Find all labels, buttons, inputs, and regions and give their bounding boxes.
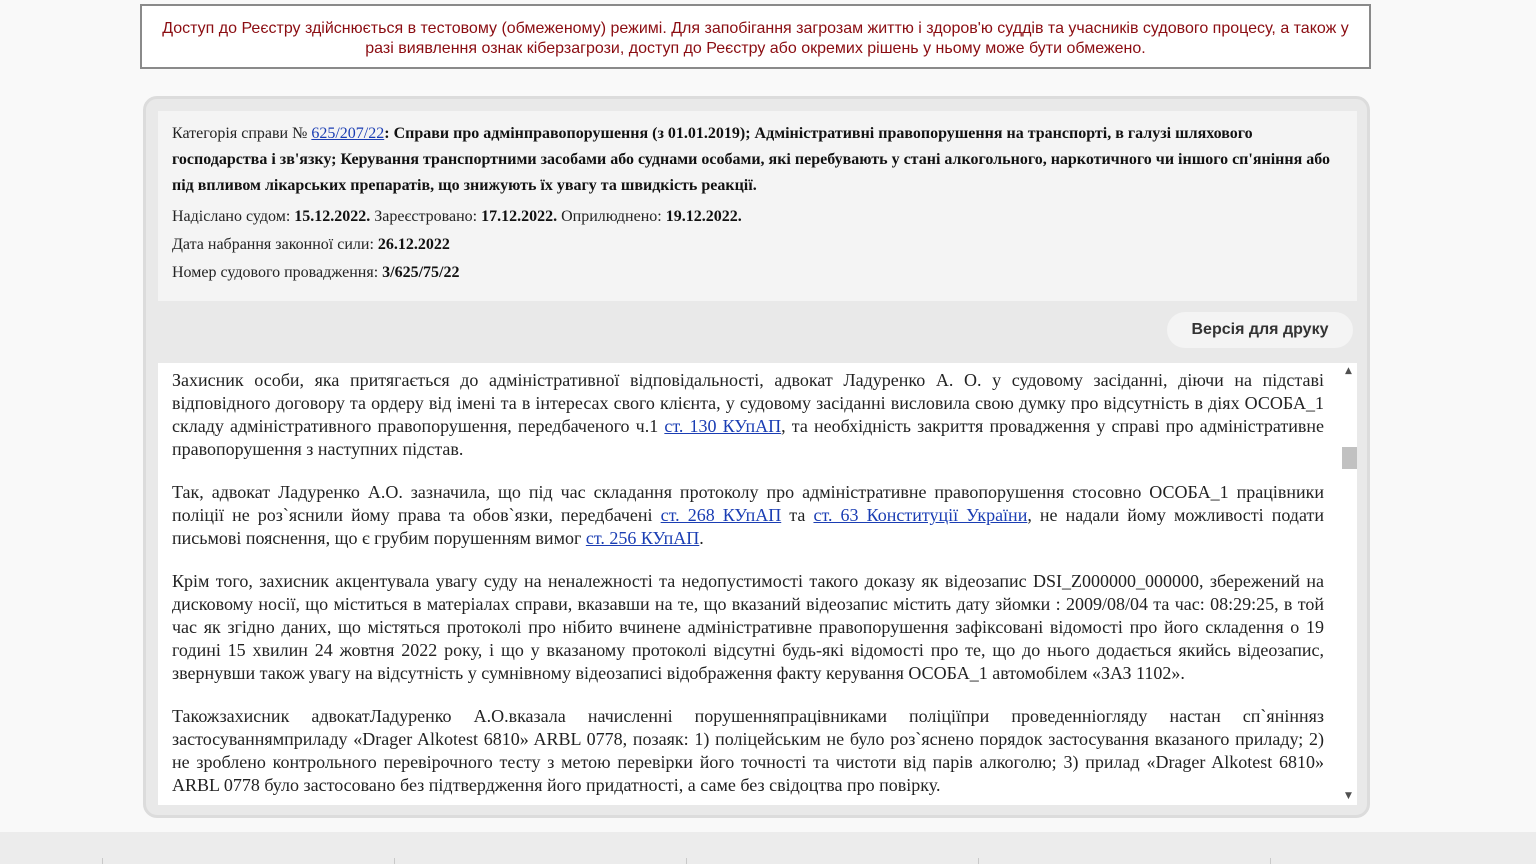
footer-divider xyxy=(394,858,395,864)
law-link-art-268[interactable]: ст. 268 КУпАП xyxy=(660,505,782,525)
law-link-art-130[interactable]: ст. 130 КУпАП xyxy=(664,416,782,436)
access-notice-text: Доступ до Реєстру здійснюється в тестовому (обмеженому) режимі. Для запобігання загрозам життю і здоров'ю суддів та учасників судового процесу, а також у разі виявлення ознак кіберзагрози, доступ до Реєстру або окремих рішень у ньому може бути обмежено. xyxy=(162,20,1349,57)
scroll-thumb[interactable] xyxy=(1342,447,1357,469)
sent-date: 15.12.2022. xyxy=(294,208,371,225)
legal-force-row xyxy=(172,235,1343,255)
decision-panel xyxy=(143,96,1370,818)
law-link-constitution-art-63[interactable]: ст. 63 Конституції України xyxy=(813,505,1028,525)
paragraph-1 xyxy=(172,369,1324,461)
proceeding-number: 3/625/75/22 xyxy=(382,264,460,281)
footer-divider xyxy=(978,858,979,864)
document-viewer[interactable] xyxy=(158,363,1357,805)
proceeding-row xyxy=(172,263,1343,283)
access-notice xyxy=(140,4,1371,69)
paragraph-text: , та необхідність закриття провадження у справі про адміністративне правопорушення з наступних підстав. xyxy=(172,416,1324,459)
category-text: : Справи про адмінправопорушення (з 01.01.2019); Адміністративні правопорушення на транспорті, в галузі шляхового господарства і зв'язку; Керування транспортними засобами або суднами особами, які перебувають у стані алкогольного, наркотичного чи іншого сп'яніння або під впливом лікарських препаратів, що знижують їх увагу та швидкість реакції. xyxy=(172,125,1331,194)
registered-date: 17.12.2022. xyxy=(481,208,558,225)
paragraph-text: Так, адвокат Ладуренко А.О. зазначила, що під час складання протоколу про адміністративне правопорушення стосовно ОСОБА_1 працівники поліції не роз`яснили йому права та обов`язки, передбачені xyxy=(172,482,1324,525)
footer-bar xyxy=(0,832,1536,864)
case-category xyxy=(172,121,1343,199)
document-text xyxy=(172,369,1324,805)
sent-label: Надіслано судом: xyxy=(172,208,291,225)
published-date: 19.12.2022. xyxy=(665,208,742,225)
footer-divider xyxy=(1270,858,1271,864)
document-scrollbar[interactable] xyxy=(1340,363,1357,805)
paragraph-4: Такожзахисник адвокатЛадуренко А.О.вказала начисленні порушенняпрацівниками поліціїпри проведенніогляду настан сп`янінняз застосуваннямприладу «Drager Alkotest 6810» ARBL 0778, позаяк: 1) поліцейським не було роз`яснено порядок застосування вказаного приладу; 2) не зроблено контрольного перевірочного тесту з метою перевірки його точності та чистоти від парів алкоголю; 3) прилад «Drager Alkotest 6810» ARBL 0778 було застосовано без підтвердження його придатності, а саме без свідоцтва про повірку. xyxy=(172,706,1324,795)
registered-label: Зареєстровано: xyxy=(374,208,478,225)
case-metadata xyxy=(158,111,1357,301)
paragraph-3: Крім того, захисник акцентувала увагу суду на неналежності та недопустимості такого доказу як відеозапис DSI_Z000000_000000, збережений на дисковому носії, що міститься в матеріалах справи, вказавши на те, що вказаний відеозапис містить дату зйомки : 2009/08/04 та час: 08:29:25, в той час як згідно даних, що містяться протоколі про нібито вчинене адміністративне правопорушення зафіксовані відомості про його складення о 19 годині 15 хвилин 24 жовтня 2022 року, і що у вказаному протоколі відсутні будь-які відомості про те, що до нього додається якийсь відеозапис, звернувши також увагу на відсутність у сумнівному відеозаписі відображення факту керування ОСОБА_1 автомобілем «ЗАЗ 1102». xyxy=(172,571,1324,683)
dates-row xyxy=(172,207,1343,227)
category-label: Категорія справи № xyxy=(172,125,308,142)
published-label: Оприлюднено: xyxy=(561,208,662,225)
paragraph-text: та xyxy=(781,505,814,525)
force-date: 26.12.2022 xyxy=(377,236,450,253)
paragraph-2 xyxy=(172,481,1324,550)
paragraph-text: Захисник особи, яка притягається до адміністративної відповідальності, адвокат Ладуренко А. О. у судовому засіданні, діючи на підставі відповідного договору та ордеру від імені та в інтересах свого клієнта, у судовому засіданні висловила свою думку про відсутність в діях ОСОБА_1 складу адміністративного правопорушення, передбаченого ч.1 xyxy=(172,370,1324,436)
proceeding-label: Номер судового провадження: xyxy=(172,264,379,281)
print-version-button[interactable]: Версія для друку xyxy=(1167,312,1353,348)
force-label: Дата набрання законної сили: xyxy=(172,236,374,253)
paragraph-text: . xyxy=(699,528,704,548)
scroll-down-icon[interactable]: ▼ xyxy=(1345,791,1352,801)
scroll-up-icon[interactable]: ▲ xyxy=(1345,366,1352,376)
footer-divider xyxy=(102,858,103,864)
law-link-art-256[interactable]: ст. 256 КУпАП xyxy=(585,528,700,548)
case-number-link[interactable]: 625/207/22 xyxy=(311,125,385,142)
paragraph-text: , не надали йому можливості подати письмові пояснення, що є грубим порушенням вимог xyxy=(172,505,1324,548)
footer-divider xyxy=(686,858,687,864)
